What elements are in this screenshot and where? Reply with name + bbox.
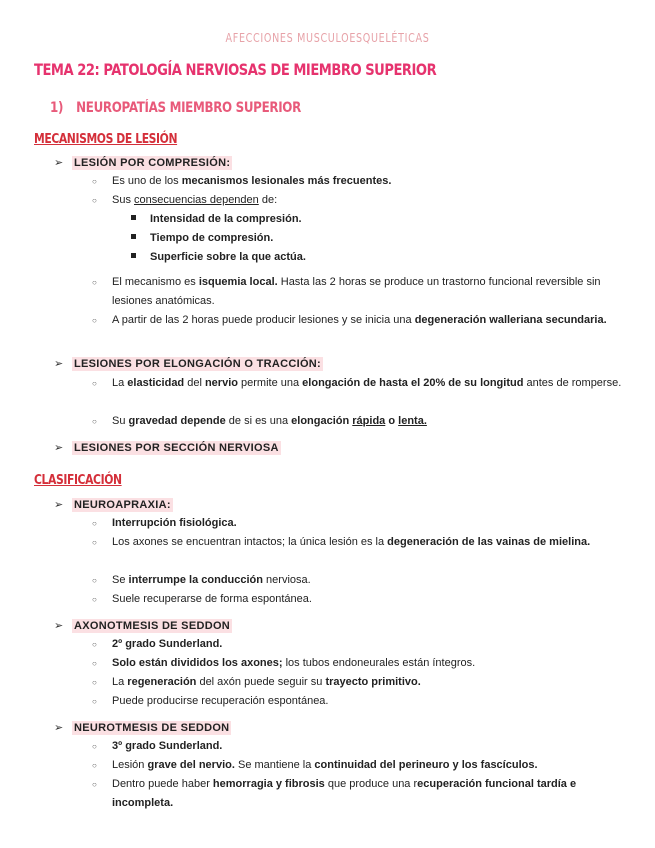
bold-text: o <box>385 415 399 427</box>
bold-text: degeneración de las vainas de mielina. <box>387 536 591 548</box>
subtitle <box>50 100 301 116</box>
bold-text: 2º grado Sunderland. <box>112 638 223 650</box>
bold-underlined-text: rápida <box>352 415 386 427</box>
list-heading-axonotmesis <box>54 619 232 632</box>
text: Se <box>112 574 129 586</box>
list-heading-text: AXONOTMESIS DE SEDDON <box>74 620 231 632</box>
page-title: TEMA 22: PATOLOGÍA NERVIOSAS DE MIEMBRO SUPERIOR <box>34 60 437 79</box>
list-heading-neurotmesis <box>54 721 231 734</box>
text: de si es una <box>225 415 292 427</box>
arrow-bullet-icon: ➢ <box>54 358 64 370</box>
sub-item-text: Tiempo de compresión. <box>150 232 274 244</box>
list-heading-compresion <box>54 156 232 169</box>
circle-bullet-icon: ○ <box>92 576 97 585</box>
text: Los axones se encuentran intactos; la única lesión es la <box>112 536 388 548</box>
bold-text: trayecto primitivo. <box>325 676 421 688</box>
text: A partir de las 2 horas puede producir lesiones y se inicia una <box>112 314 415 326</box>
text: del axón puede seguir su <box>196 676 326 688</box>
list-item <box>92 635 622 654</box>
list-item <box>92 533 622 552</box>
list-heading-text: LESIONES POR ELONGACIÓN O TRACCIÓN: <box>74 358 322 370</box>
list-item <box>92 737 622 756</box>
section-heading-mecanismos: MECANISMOS DE LESIÓN <box>34 131 178 147</box>
list-heading-text: NEUROAPRAXIA: <box>74 499 171 511</box>
list-item <box>92 756 622 775</box>
text: Lesión <box>112 759 148 771</box>
square-bullet-icon <box>131 234 136 239</box>
sub-list-item <box>131 251 306 263</box>
circle-bullet-icon: ○ <box>92 316 97 325</box>
text: antes de romperse. <box>523 377 622 389</box>
list-heading-text: LESIONES POR SECCIÓN NERVIOSA <box>74 442 279 454</box>
list-heading-elongacion <box>54 357 323 370</box>
bold-text: degeneración walleriana secundaria. <box>414 314 607 326</box>
sub-item-text: Intensidad de la compresión. <box>150 213 302 225</box>
text: Suele recuperarse de forma espontánea. <box>112 593 312 605</box>
bold-underlined-text: lenta. <box>398 415 427 427</box>
subtitle-text: NEUROPATÍAS MIEMBRO SUPERIOR <box>76 100 301 116</box>
bold-text: gravedad depende <box>128 415 226 427</box>
bold-text: regeneración <box>127 676 197 688</box>
list-item <box>92 172 622 191</box>
list-item <box>92 191 622 210</box>
text: nerviosa. <box>262 574 311 586</box>
square-bullet-icon <box>131 253 136 258</box>
text: Dentro puede haber <box>112 778 213 790</box>
circle-bullet-icon: ○ <box>92 519 97 528</box>
circle-bullet-icon: ○ <box>92 417 97 426</box>
text: La <box>112 676 128 688</box>
list-heading-text: LESIÓN POR COMPRESIÓN: <box>74 157 231 169</box>
arrow-bullet-icon: ➢ <box>54 620 64 632</box>
bold-text: Solo están divididos los axones; <box>112 657 283 669</box>
arrow-bullet-icon: ➢ <box>54 442 64 454</box>
bold-text: ecuperación funcional tardía e incompleta. <box>112 778 577 809</box>
bold-text: 3º grado Sunderland. <box>112 740 223 752</box>
circle-bullet-icon: ○ <box>92 780 97 789</box>
circle-bullet-icon: ○ <box>92 640 97 649</box>
bold-text: continuidad del perineuro y los fascículos. <box>314 759 538 771</box>
list-heading-neuroapraxia <box>54 498 173 511</box>
text: Hasta las 2 horas se produce un trastorno funcional reversible sin lesiones anatómicas. <box>112 276 601 307</box>
list-item <box>92 412 622 431</box>
text: del <box>184 377 205 389</box>
list-item <box>92 374 622 393</box>
circle-bullet-icon: ○ <box>92 659 97 668</box>
list-item <box>92 273 622 311</box>
list-item <box>92 571 622 590</box>
arrow-bullet-icon: ➢ <box>54 157 64 169</box>
list-item <box>92 692 622 711</box>
sub-item-text: Superficie sobre la que actúa. <box>150 251 306 263</box>
bold-text: grave del nervio. <box>147 759 235 771</box>
arrow-bullet-icon: ➢ <box>54 722 64 734</box>
circle-bullet-icon: ○ <box>92 278 97 287</box>
text: que produce una r <box>324 778 418 790</box>
bold-text: mecanismos lesionales más frecuentes. <box>181 175 392 187</box>
bold-text: Interrupción fisiológica. <box>112 517 237 529</box>
list-item <box>92 311 622 330</box>
list-item <box>92 654 622 673</box>
circle-bullet-icon: ○ <box>92 678 97 687</box>
page-header: AFECCIONES MUSCULOESQUELÉTICAS <box>225 30 430 45</box>
bold-text: elongación de hasta el 20% de su longitud <box>302 377 524 389</box>
circle-bullet-icon: ○ <box>92 761 97 770</box>
bold-text: nervio <box>204 377 238 389</box>
sub-list-item <box>131 213 302 225</box>
underlined-text: consecuencias dependen <box>134 194 259 206</box>
text: Se mantiene la <box>234 759 315 771</box>
text: los tubos endoneurales están íntegros. <box>282 657 476 669</box>
bold-text: hemorragia y fibrosis <box>212 778 325 790</box>
circle-bullet-icon: ○ <box>92 742 97 751</box>
circle-bullet-icon: ○ <box>92 177 97 186</box>
text: permite una <box>237 377 303 389</box>
text: Puede producirse recuperación espontánea. <box>112 695 329 707</box>
circle-bullet-icon: ○ <box>92 196 97 205</box>
text: Su <box>112 415 129 427</box>
text: de: <box>258 194 278 206</box>
list-item <box>92 673 622 692</box>
list-heading-seccion <box>54 441 281 454</box>
square-bullet-icon <box>131 215 136 220</box>
list-item <box>92 775 622 813</box>
list-item <box>92 590 622 609</box>
arrow-bullet-icon: ➢ <box>54 499 64 511</box>
list-heading-text: NEUROTMESIS DE SEDDON <box>74 722 230 734</box>
circle-bullet-icon: ○ <box>92 538 97 547</box>
text: El mecanismo es <box>112 276 199 288</box>
circle-bullet-icon: ○ <box>92 697 97 706</box>
bold-text: elongación <box>291 415 353 427</box>
subtitle-number: 1) <box>50 100 64 116</box>
text: Sus <box>112 194 135 206</box>
circle-bullet-icon: ○ <box>92 595 97 604</box>
circle-bullet-icon: ○ <box>92 379 97 388</box>
bold-text: isquemia local. <box>198 276 278 288</box>
sub-list-item <box>131 232 273 244</box>
text: La <box>112 377 128 389</box>
bold-text: elasticidad <box>127 377 185 389</box>
text: Es uno de los <box>112 175 182 187</box>
list-item <box>92 514 622 533</box>
bold-text: interrumpe la conducción <box>128 574 263 586</box>
section-heading-clasificacion: CLASIFICACIÓN <box>34 472 122 488</box>
